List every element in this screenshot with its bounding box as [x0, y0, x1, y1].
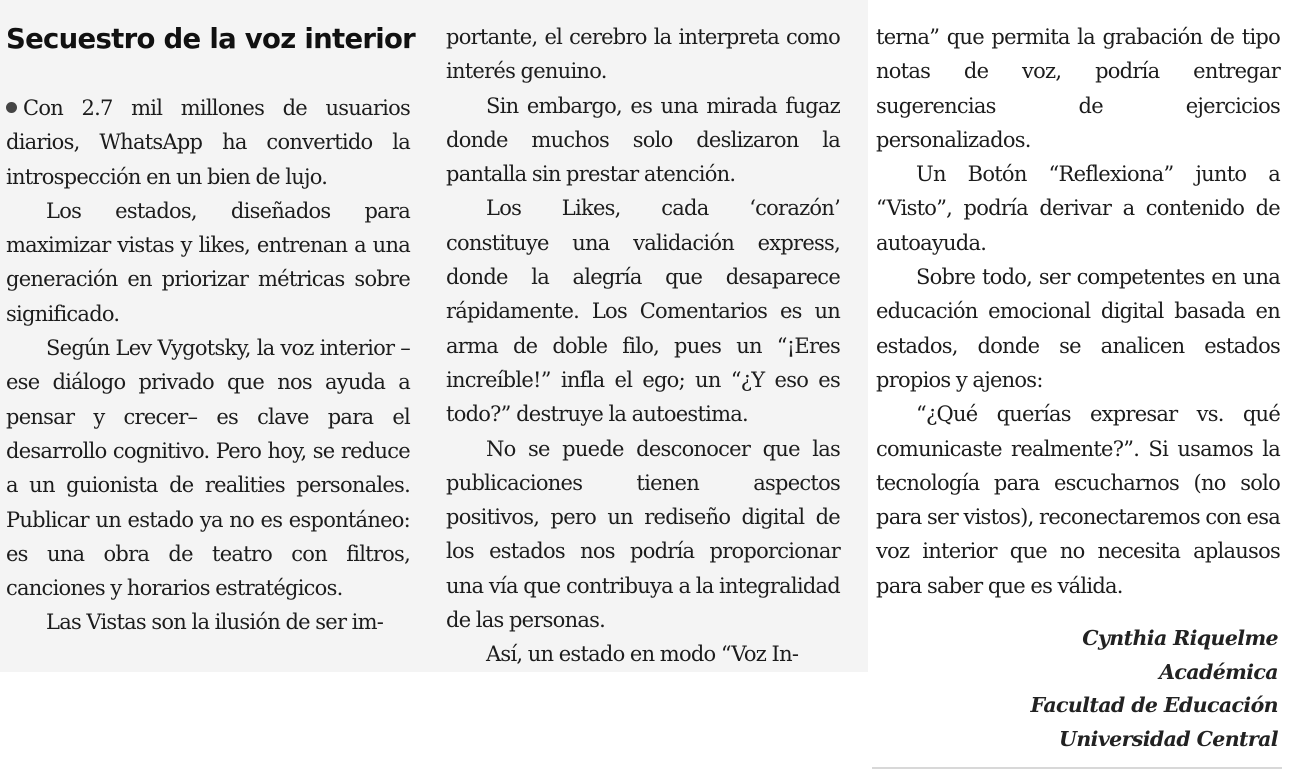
author-role: Académica [1159, 659, 1278, 684]
author-university: Universidad Central [1059, 726, 1278, 751]
article-paragraph: Los Likes, cada ‘corazón’ constituye una validación express, donde la alegría que desaparece rápidamente. Los Comentarios es un arma de doble filo, pues un “¡Eres increíble!” infla el ego; un “¿Y eso es todo?” destruye la autoestima. [446, 196, 840, 427]
author-faculty: Facultad de Educación [1030, 693, 1278, 717]
article-paragraph: Según Lev Vygotsky, la voz interior –ese diálogo privado que nos ayuda a pensar y crecer– es clave para el desarrollo cognitivo. Pero hoy, se reduce a un guionista de realities personales. Publicar un estado ya no es espontáneo: es una obra de teatro con filtros, canciones y horarios estratégicos. [6, 336, 410, 601]
article-column-1 [6, 20, 416, 640]
article-paragraph: terna” que permita la grabación de tipo notas de voz, podría entregar sugerencias de ejercicios personalizados. [876, 25, 1280, 152]
article-paragraph: portante, el cerebro la interpreta como interés genuino. [446, 25, 840, 84]
article-paragraph: Así, un estado en modo “Voz In- [486, 642, 799, 667]
article-paragraph: Sin embargo, es una mirada fugaz donde muchos solo deslizaron la pantalla sin prestar atención. [446, 93, 840, 187]
paragraph-text: Con 2.7 mil millones de usuarios diarios, WhatsApp ha convertido la introspección en un bien de lujo. [6, 96, 410, 189]
article-paragraph: No se puede desconocer que las publicaciones tienen aspectos positivos, pero un rediseño digital de los estados nos podría proporcionar una vía que contribuya a la integralidad de las personas. [446, 436, 840, 633]
article-paragraph: Sobre todo, ser competentes en una educación emocional digital basada en estados, donde se analicen estados propios y ajenos: [876, 265, 1280, 392]
article-headline: Secuestro de la voz interior [6, 23, 416, 55]
author-name: Cynthia Riquelme [1082, 626, 1278, 650]
article-column-2 [446, 20, 840, 672]
author-signature [1030, 622, 1278, 756]
article-paragraph [6, 91, 410, 194]
article-paragraph: Un Botón “Reflexiona” junto a “Visto”, podría derivar a contenido de autoayuda. [876, 162, 1280, 255]
article-paragraph: Los estados, diseñados para maximizar vistas y likes, entrenan a una generación en priorizar métricas sobre significado. [6, 198, 410, 326]
bottom-divider [872, 767, 1282, 769]
article-paragraph: “¿Qué querías expresar vs. qué comunicaste realmente?”. Si usamos la tecnología para escucharnos (no solo para ser vistos), reconectaremos con esa voz interior que no necesita aplausos para saber que es válida. [876, 402, 1280, 598]
bullet-icon [6, 102, 17, 113]
article-paragraph: Las Vistas son la ilusión de ser im- [46, 610, 384, 635]
article-column-3 [876, 20, 1280, 603]
